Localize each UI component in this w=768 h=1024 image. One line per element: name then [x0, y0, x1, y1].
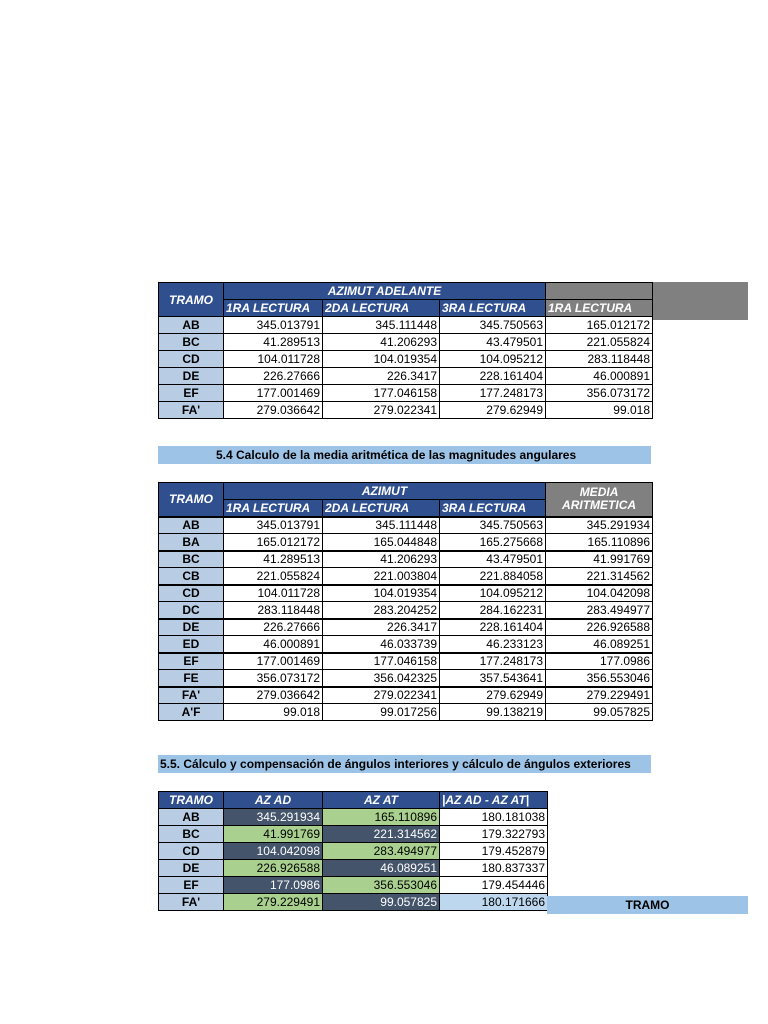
value-cell: 41.289513 [224, 551, 323, 568]
az-ad-cell: 345.291934 [224, 809, 323, 826]
tramo-cell: CB [159, 568, 224, 585]
diff-cell: 179.322793 [440, 826, 548, 843]
value-cell: 279.022341 [323, 687, 440, 704]
value-cell: 221.884058 [440, 568, 546, 585]
az-ad-header: AZ AD [224, 792, 323, 809]
value-cell: 345.111448 [323, 517, 440, 534]
tramo-cell: CD [159, 351, 224, 368]
tramo-cell: BC [159, 551, 224, 568]
tramo-cell: EF [159, 385, 224, 402]
diff-header: |AZ AD - AZ AT| [440, 792, 548, 809]
table-row [159, 670, 653, 687]
azimut-adelante-header: AZIMUT ADELANTE [224, 283, 546, 300]
value-cell: 345.750563 [440, 317, 546, 334]
table-row [159, 636, 653, 653]
value-cell: 356.042325 [323, 670, 440, 687]
value-cell: 279.62949 [440, 687, 546, 704]
side-tramo-text: TRAMO [625, 898, 670, 912]
table-row [159, 568, 653, 585]
value-cell: 46.089251 [546, 636, 653, 653]
tramo-cell: DE [159, 368, 224, 385]
value-cell: 46.033739 [323, 636, 440, 653]
value-cell: 165.012172 [546, 317, 653, 334]
value-cell: 177.0986 [546, 653, 653, 670]
tramo-cell: DE [159, 860, 224, 877]
az-ad-cell: 41.991769 [224, 826, 323, 843]
value-cell: 226.3417 [323, 619, 440, 636]
tramo-cell: DE [159, 619, 224, 636]
value-cell: 99.017256 [323, 704, 440, 721]
sub-header: 1RA LECTURA [224, 300, 323, 317]
tramo-header: TRAMO [159, 792, 224, 809]
value-cell: 226.27666 [224, 619, 323, 636]
value-cell: 104.095212 [440, 351, 546, 368]
table-row [159, 704, 653, 721]
value-cell: 165.275668 [440, 534, 546, 551]
tramo-cell: CD [159, 843, 224, 860]
value-cell: 345.013791 [224, 317, 323, 334]
value-cell: 41.289513 [224, 334, 323, 351]
value-cell: 279.229491 [546, 687, 653, 704]
value-cell: 41.991769 [546, 551, 653, 568]
az-at-header: AZ AT [323, 792, 440, 809]
tramo-cell: A'F [159, 704, 224, 721]
tramo-cell: BA [159, 534, 224, 551]
value-cell: 104.011728 [224, 585, 323, 602]
tramo-cell: ED [159, 636, 224, 653]
value-cell: 283.118448 [546, 351, 653, 368]
value-cell: 177.248173 [440, 653, 546, 670]
value-cell: 279.62949 [440, 402, 546, 419]
diff-cell: 179.454446 [440, 877, 548, 894]
tramo-header: TRAMO [159, 483, 224, 517]
value-cell: 279.036642 [224, 687, 323, 704]
table-row [159, 585, 653, 602]
az-at-cell: 221.314562 [323, 826, 440, 843]
value-cell: 104.042098 [546, 585, 653, 602]
value-cell: 99.018 [546, 402, 653, 419]
side-tramo-label [547, 896, 748, 914]
value-cell: 177.046158 [323, 385, 440, 402]
azimut-atras-header-blank [546, 283, 653, 300]
value-cell: 357.543641 [440, 670, 546, 687]
value-cell: 104.019354 [323, 585, 440, 602]
value-cell: 41.206293 [323, 334, 440, 351]
tramo-cell: BC [159, 334, 224, 351]
sub-header: 1RA LECTURA [224, 500, 323, 517]
value-cell: 99.057825 [546, 704, 653, 721]
value-cell: 284.162231 [440, 602, 546, 619]
value-cell: 165.110896 [546, 534, 653, 551]
value-cell: 165.044848 [323, 534, 440, 551]
tramo-header: TRAMO [159, 283, 224, 317]
table-row [159, 317, 653, 334]
table-row [159, 809, 548, 826]
value-cell: 228.161404 [440, 619, 546, 636]
tramo-cell: DC [159, 602, 224, 619]
value-cell: 46.000891 [546, 368, 653, 385]
value-cell: 226.3417 [323, 368, 440, 385]
value-cell: 104.011728 [224, 351, 323, 368]
azimut-adelante-table [158, 282, 653, 419]
value-cell: 221.055824 [546, 334, 653, 351]
value-cell: 221.314562 [546, 568, 653, 585]
angulos-table [158, 791, 548, 911]
section-5-5-text: 5.5. Cálculo y compensación de ángulos interiores y cálculo de ángulos exteriores [160, 757, 631, 771]
table-row [159, 368, 653, 385]
value-cell: 221.055824 [224, 568, 323, 585]
value-cell: 283.204252 [323, 602, 440, 619]
value-cell: 41.206293 [323, 551, 440, 568]
value-cell: 46.233123 [440, 636, 546, 653]
azimut-header: AZIMUT [224, 483, 546, 500]
az-at-cell: 165.110896 [323, 809, 440, 826]
tramo-cell: EF [159, 877, 224, 894]
table-row [159, 602, 653, 619]
table-row [159, 517, 653, 534]
media-aritmetica-table [158, 482, 653, 721]
value-cell: 177.046158 [323, 653, 440, 670]
value-cell: 99.018 [224, 704, 323, 721]
diff-cell: 180.171666 [440, 894, 548, 911]
value-cell: 177.001469 [224, 385, 323, 402]
sub-header: 2DA LECTURA [323, 300, 440, 317]
tramo-cell: AB [159, 809, 224, 826]
sub-header: 3RA LECTURA [440, 500, 546, 517]
value-cell: 104.095212 [440, 585, 546, 602]
table-row [159, 551, 653, 568]
sub-header: 3RA LECTURA [440, 300, 546, 317]
table-row [159, 385, 653, 402]
sub-header: 1RA LECTURA [546, 300, 653, 317]
value-cell: 104.019354 [323, 351, 440, 368]
table-row [159, 534, 653, 551]
value-cell: 345.013791 [224, 517, 323, 534]
table-row [159, 843, 548, 860]
az-ad-cell: 279.229491 [224, 894, 323, 911]
az-at-cell: 46.089251 [323, 860, 440, 877]
table-row [159, 334, 653, 351]
sub-header: 2DA LECTURA [323, 500, 440, 517]
value-cell: 165.012172 [224, 534, 323, 551]
value-cell: 46.000891 [224, 636, 323, 653]
section-5-4-text: 5.4 Calculo de la media aritmética de las magnitudes angulares [216, 448, 577, 462]
table-row [159, 619, 653, 636]
value-cell: 356.553046 [546, 670, 653, 687]
tramo-cell: EF [159, 653, 224, 670]
tramo-cell: AB [159, 317, 224, 334]
section-5-5-title [158, 755, 651, 773]
table-row [159, 826, 548, 843]
tramo-cell: FA' [159, 894, 224, 911]
value-cell: 345.111448 [323, 317, 440, 334]
az-at-cell: 356.553046 [323, 877, 440, 894]
value-cell: 99.138219 [440, 704, 546, 721]
az-ad-cell: 177.0986 [224, 877, 323, 894]
value-cell: 43.479501 [440, 551, 546, 568]
table-row [159, 402, 653, 419]
table-row [159, 877, 548, 894]
tramo-cell: AB [159, 517, 224, 534]
table-row [159, 653, 653, 670]
value-cell: 43.479501 [440, 334, 546, 351]
az-at-cell: 283.494977 [323, 843, 440, 860]
table-row [159, 351, 653, 368]
tramo-cell: BC [159, 826, 224, 843]
value-cell: 177.001469 [224, 653, 323, 670]
media-aritmetica-header: MEDIA ARITMETICA [546, 483, 653, 517]
diff-cell: 180.181038 [440, 809, 548, 826]
tramo-cell: FA' [159, 402, 224, 419]
value-cell: 279.036642 [224, 402, 323, 419]
diff-cell: 179.452879 [440, 843, 548, 860]
az-ad-cell: 226.926588 [224, 860, 323, 877]
table-row [159, 860, 548, 877]
tramo-cell: FA' [159, 687, 224, 704]
az-at-cell: 99.057825 [323, 894, 440, 911]
value-cell: 226.926588 [546, 619, 653, 636]
value-cell: 279.022341 [323, 402, 440, 419]
diff-cell: 180.837337 [440, 860, 548, 877]
value-cell: 356.073172 [546, 385, 653, 402]
section-5-4-title [158, 446, 651, 464]
tramo-cell: FE [159, 670, 224, 687]
value-cell: 228.161404 [440, 368, 546, 385]
value-cell: 177.248173 [440, 385, 546, 402]
value-cell: 356.073172 [224, 670, 323, 687]
tramo-cell: CD [159, 585, 224, 602]
value-cell: 283.118448 [224, 602, 323, 619]
value-cell: 283.494977 [546, 602, 653, 619]
table-row [159, 687, 653, 704]
grey-header-fill [650, 282, 748, 320]
value-cell: 345.750563 [440, 517, 546, 534]
value-cell: 226.27666 [224, 368, 323, 385]
az-ad-cell: 104.042098 [224, 843, 323, 860]
value-cell: 221.003804 [323, 568, 440, 585]
table-row [159, 894, 548, 911]
value-cell: 345.291934 [546, 517, 653, 534]
